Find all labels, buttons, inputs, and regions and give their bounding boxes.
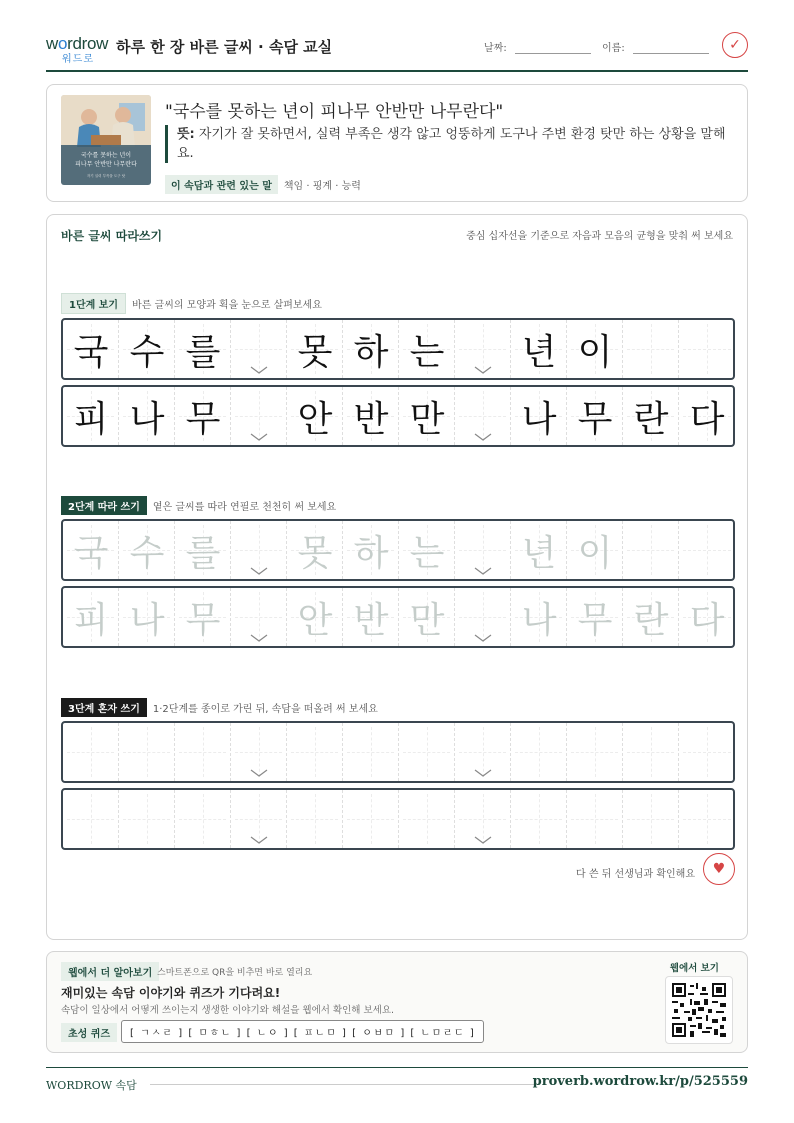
writing-cell	[119, 387, 175, 445]
practice-character: 안	[297, 398, 333, 440]
web-description: 속담이 일상에서 어떻게 쓰이는지 생생한 이야기와 해설을 웹에서 확인해 보세요.	[61, 1005, 395, 1016]
teacher-check-text: 다 쓴 뒤 선생님과 확인해요	[576, 869, 695, 880]
practice-character: 는	[409, 331, 445, 373]
practice-character: 안	[297, 599, 333, 641]
practice-character: 못	[297, 331, 333, 373]
writing-cell[interactable]	[399, 588, 455, 646]
spacing-chevron-icon	[249, 836, 269, 844]
writing-cell	[343, 320, 399, 378]
practice-character: 나	[129, 599, 165, 641]
step1-row-2	[61, 385, 735, 447]
practice-character: 만	[409, 398, 445, 440]
writing-cell[interactable]	[455, 723, 511, 781]
writing-cell	[287, 320, 343, 378]
writing-cell[interactable]	[679, 521, 735, 579]
writing-cell[interactable]	[567, 521, 623, 579]
practice-character: 피	[73, 599, 109, 641]
writing-cell[interactable]	[287, 588, 343, 646]
qr-code-icon[interactable]	[665, 976, 733, 1044]
related-words: 이 속담과 관련 있는 말 책임 · 핑계 · 능력	[165, 175, 361, 194]
writing-cell[interactable]	[455, 790, 511, 848]
heart-stamp-icon: ♥	[703, 853, 735, 885]
writing-cell[interactable]	[623, 521, 679, 579]
writing-cell[interactable]	[679, 790, 735, 848]
writing-cell[interactable]	[175, 723, 231, 781]
check-stamp-icon: ✓	[722, 32, 748, 58]
writing-cell	[399, 320, 455, 378]
writing-cell	[343, 387, 399, 445]
web-headline: 재미있는 속담 이야기와 퀴즈가 기다려요!	[61, 986, 281, 1000]
web-view-label: 웹에서 보기	[669, 963, 719, 974]
writing-cell	[175, 387, 231, 445]
web-section	[46, 951, 748, 1053]
writing-cell[interactable]	[399, 723, 455, 781]
practice-character: 년	[521, 532, 557, 574]
step3-row-2[interactable]	[61, 788, 735, 850]
writing-cell[interactable]	[623, 790, 679, 848]
practice-character: 란	[633, 599, 669, 641]
writing-cell[interactable]	[623, 723, 679, 781]
writing-cell[interactable]	[679, 723, 735, 781]
footer-brand: WORDROW 속담	[46, 1079, 137, 1092]
practice-character: 년	[521, 331, 557, 373]
practice-character: 수	[129, 532, 165, 574]
practice-character: 못	[297, 532, 333, 574]
svg-text:국수를 못하는 년이: 국수를 못하는 년이	[80, 152, 132, 159]
writing-cell	[679, 387, 735, 445]
writing-cell[interactable]	[231, 588, 287, 646]
spacing-chevron-icon	[249, 634, 269, 642]
step2-label: 2단계 따라 쓰기 옅은 글씨를 따라 연필로 천천히 써 보세요	[61, 496, 336, 515]
writing-cell[interactable]	[343, 521, 399, 579]
writing-cell[interactable]	[343, 723, 399, 781]
writing-cell	[567, 320, 623, 378]
writing-cell[interactable]	[511, 723, 567, 781]
writing-cell[interactable]	[63, 723, 119, 781]
writing-cell[interactable]	[231, 521, 287, 579]
practice-character: 반	[353, 599, 389, 641]
practice-character: 수	[129, 331, 165, 373]
writing-cell	[455, 387, 511, 445]
writing-cell[interactable]	[455, 521, 511, 579]
writing-cell	[63, 320, 119, 378]
writing-cell[interactable]	[63, 521, 119, 579]
writing-cell[interactable]	[175, 790, 231, 848]
writing-cell	[511, 320, 567, 378]
writing-cell[interactable]	[119, 588, 175, 646]
practice-character: 를	[185, 331, 221, 373]
writing-cell[interactable]	[567, 588, 623, 646]
spacing-chevron-icon	[473, 366, 493, 374]
page-footer	[46, 1067, 748, 1097]
spacing-chevron-icon	[249, 769, 269, 777]
logo-subtitle: 워드로	[62, 54, 94, 65]
writing-cell[interactable]	[231, 790, 287, 848]
writing-cell[interactable]	[119, 723, 175, 781]
practice-character: 무	[185, 398, 221, 440]
spacing-chevron-icon	[473, 433, 493, 441]
practice-character: 를	[185, 532, 221, 574]
spacing-chevron-icon	[473, 634, 493, 642]
writing-cell[interactable]	[175, 521, 231, 579]
writing-cell[interactable]	[175, 588, 231, 646]
worksheet-title: 하루 한 장 바른 글씨 · 속담 교실	[116, 38, 333, 56]
practice-section	[46, 214, 748, 940]
writing-cell[interactable]	[343, 588, 399, 646]
practice-character: 이	[577, 331, 613, 373]
practice-character: 무	[577, 599, 613, 641]
writing-cell	[567, 387, 623, 445]
spacing-chevron-icon	[473, 836, 493, 844]
svg-text:피나무 안반만 나무란다: 피나무 안반만 나무란다	[75, 161, 137, 168]
writing-cell[interactable]	[287, 790, 343, 848]
practice-hint: 중심 십자선을 기준으로 자음과 모음의 균형을 맞춰 써 보세요	[466, 231, 733, 242]
footer-divider	[150, 1084, 536, 1085]
quiz-label: 초성 퀴즈	[61, 1023, 117, 1042]
practice-character: 이	[577, 532, 613, 574]
practice-character: 나	[521, 599, 557, 641]
practice-character: 나	[129, 398, 165, 440]
step1-label: 1단계 보기 바른 글씨의 모양과 획을 눈으로 살펴보세요	[61, 293, 322, 314]
practice-character: 반	[353, 398, 389, 440]
writing-cell	[119, 320, 175, 378]
writing-cell[interactable]	[63, 790, 119, 848]
writing-cell	[511, 387, 567, 445]
writing-cell	[63, 387, 119, 445]
practice-character: 무	[577, 398, 613, 440]
writing-cell	[623, 387, 679, 445]
writing-cell[interactable]	[119, 521, 175, 579]
practice-character: 는	[409, 532, 445, 574]
practice-character: 하	[353, 532, 389, 574]
proverb-illustration	[61, 95, 151, 185]
writing-cell	[455, 320, 511, 378]
practice-character: 국	[73, 331, 109, 373]
practice-character: 만	[409, 599, 445, 641]
proverb-card	[46, 84, 748, 202]
practice-character: 하	[353, 331, 389, 373]
practice-character: 다	[689, 599, 725, 641]
writing-cell[interactable]	[399, 521, 455, 579]
spacing-chevron-icon	[473, 567, 493, 575]
writing-cell[interactable]	[679, 588, 735, 646]
practice-character: 국	[73, 532, 109, 574]
web-tag: 웹에서 더 알아보기	[61, 962, 159, 981]
practice-character: 나	[521, 398, 557, 440]
date-field[interactable]: 날짜:	[484, 39, 591, 54]
step3-row-1[interactable]	[61, 721, 735, 783]
svg-text:자기 실력 부족을 도구 탓: 자기 실력 부족을 도구 탓	[86, 174, 126, 178]
step2-row-1[interactable]	[61, 519, 735, 581]
chosung-quiz: [ ㄱㅅㄹ ] [ ㅁㅎㄴ ] [ ㄴㅇ ] [ ㅍㄴㅁ ] [ ㅇㅂㅁ ] [ ㄴㅁㄹㄷ ]	[121, 1020, 484, 1043]
writing-cell	[175, 320, 231, 378]
spacing-chevron-icon	[249, 433, 269, 441]
writing-cell[interactable]	[567, 790, 623, 848]
writing-cell[interactable]	[623, 588, 679, 646]
proverb-title: "국수를 못하는 년이 피나무 안반만 나무란다"	[165, 102, 504, 122]
writing-cell[interactable]	[511, 521, 567, 579]
web-tag-hint: 스마트폰으로 QR을 비추면 바로 열리요	[157, 968, 313, 978]
step3-label: 3단계 혼자 쓰기 1·2단계를 종이로 가린 뒤, 속담을 떠올려 써 보세요	[61, 698, 378, 717]
footer-url-link[interactable]: proverb.wordrow.kr/p/525559	[532, 1074, 748, 1089]
writing-cell[interactable]	[567, 723, 623, 781]
practice-title: 바른 글씨 따라쓰기	[61, 229, 163, 243]
writing-cell[interactable]	[63, 588, 119, 646]
practice-character: 피	[73, 398, 109, 440]
writing-cell[interactable]	[287, 723, 343, 781]
writing-cell	[231, 387, 287, 445]
step1-row-1	[61, 318, 735, 380]
writing-cell[interactable]	[287, 521, 343, 579]
name-field[interactable]: 이름:	[602, 39, 709, 54]
practice-character: 다	[689, 398, 725, 440]
writing-cell[interactable]	[399, 790, 455, 848]
proverb-meaning: 뜻: 자기가 잘 못하면서, 실력 부족은 생각 않고 엉뚱하게 도구나 주변 환경 탓만 하는 상황을 말해요.	[165, 125, 737, 163]
writing-cell	[623, 320, 679, 378]
wordrow-logo: wordrow	[46, 34, 109, 53]
practice-character: 무	[185, 599, 221, 641]
spacing-chevron-icon	[249, 567, 269, 575]
writing-cell[interactable]	[231, 723, 287, 781]
writing-cell[interactable]	[511, 588, 567, 646]
page-header	[46, 30, 748, 72]
step2-row-2[interactable]	[61, 586, 735, 648]
writing-cell	[679, 320, 735, 378]
writing-cell[interactable]	[455, 588, 511, 646]
spacing-chevron-icon	[473, 769, 493, 777]
spacing-chevron-icon	[249, 366, 269, 374]
writing-cell[interactable]	[119, 790, 175, 848]
writing-cell	[231, 320, 287, 378]
writing-cell	[287, 387, 343, 445]
writing-cell[interactable]	[343, 790, 399, 848]
practice-character: 란	[633, 398, 669, 440]
writing-cell[interactable]	[511, 790, 567, 848]
writing-cell	[399, 387, 455, 445]
